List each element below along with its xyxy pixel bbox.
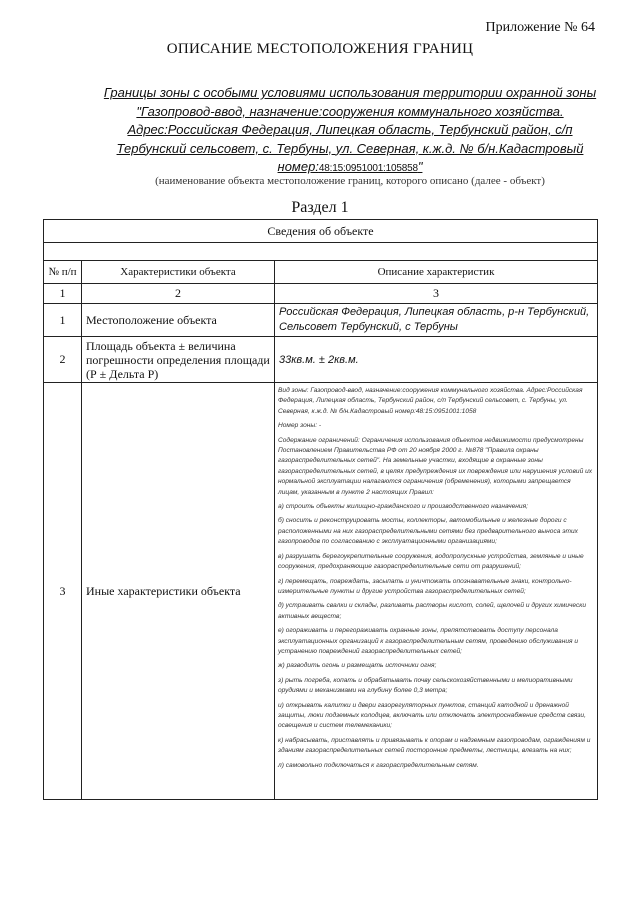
table-spacer-row	[44, 243, 598, 261]
restriction-paragraph: г) перемещать, повреждать, засыпать и уничтожать опознавательные знаки, контрольно-измерительные пункты и другие устройства газораспределительных сетей;	[278, 577, 572, 595]
empty-row	[44, 243, 598, 261]
object-caption: (наименование объекта местоположение границ, которого описано (далее - объект)	[155, 175, 545, 187]
col-number-3: 3	[275, 284, 598, 304]
col-header-characteristic: Характеристики объекта	[82, 261, 275, 284]
table-row	[44, 383, 598, 800]
row-description: Российская Федерация, Липецкая область, р-н Тербунский, Сельсовет Тербунский, с Тербуны	[275, 304, 598, 337]
restriction-paragraph: ж) разводить огонь и размещать источники огня;	[278, 662, 437, 670]
table-title-row	[44, 220, 598, 243]
row-description: 33кв.м. ± 2кв.м.	[275, 337, 598, 383]
row-description	[275, 383, 598, 800]
row-characteristic: Площадь объекта ± величина погрешности определения площади (Р ± Дельта Р)	[82, 337, 275, 383]
restriction-paragraph: Вид зоны: Газопровод-ввод, назначение:сооружения коммунального хозяйства. Адрес:Российская Федерация, Липецкая область, Тербунский район, с/п Тербунский сельсовет, с. Тербуны, ул. Северная, к.ж.д. № б/н.Кадастровый номер:48:15:0951001:1058	[278, 387, 583, 415]
restriction-paragraph: и) открывать калитки и двери газорегуляторных пунктов, станций катодной и дренажной защиты, люки подземных колодцев, включать или отключать электроснабжение средств связи, освещения и систем телемеханики;	[278, 701, 586, 730]
col-header-description: Описание характеристик	[275, 261, 598, 284]
column-header-row	[44, 261, 598, 284]
column-number-row	[44, 284, 598, 304]
restriction-paragraph: Содержание ограничений: Ограничения использования объектов недвижимости предусмотрены Постановлением Правительства РФ от 20 ноября 2000 г. №878 "Правила охраны газораспределительных сетей". На земельные участки, входящие в охранные зоны газораспределительных сетей, в целях предупреждения их повреждения или нарушения условий их нормальной эксплуатации налагаются ограничения (обременения), которыми запрещается лицам, указанным в пункте 2 настоящих Правил:	[278, 436, 593, 496]
restriction-paragraph: д) устраивать свалки и склады, разливать растворы кислот, солей, щелочей и других химически активных веществ;	[278, 602, 587, 620]
restriction-paragraph: Номер зоны: -	[278, 422, 322, 430]
object-table	[43, 219, 598, 800]
col-number-1: 1	[44, 284, 82, 304]
col-number-2: 2	[82, 284, 275, 304]
row-number: 2	[44, 337, 82, 383]
col-header-num: № п/п	[44, 261, 82, 284]
restriction-paragraph: в) разрушать берегоукрепительные сооружения, водопропускные устройства, земляные и иные сооружения, предохраняющие газораспределительные сети от разрушений;	[278, 552, 584, 571]
zone-description	[92, 84, 608, 179]
zone-text: Границы зоны с особыми условиями использования территории охранной зоны "Газопровод-ввод, назначение:сооружения коммунального хозяйства. Адрес:Российская Федерация, Липецкая область, Тербунский район, с/п Тербунский сельсовет, с. Тербуны, ул. Северная, к.ж.д. № б/н.Кадастровый номер:	[103, 85, 597, 174]
restriction-paragraph: з) рыть погреба, копать и обрабатывать почву сельскохозяйственными и мелиоративными орудиями и механизмами на глубину более 0,3 метра;	[278, 676, 573, 695]
table-row	[44, 337, 598, 383]
restriction-paragraph: б) сносить и реконструировать мосты, коллекторы, автомобильные и железные дороги с расположенными на них газораспределительными сетями без предварительного выноса этих газопроводов по согласованию с эксплуатационными организациями;	[278, 517, 578, 546]
appendix-number: Приложение № 64	[485, 20, 595, 35]
restriction-paragraph: к) набрасывать, приставлять и привязывать к опорам и надземным газопроводам, ограждениям и зданиям газораспределительных сетей посторонние предметы, лестницы, влезать на них;	[278, 736, 591, 755]
cadastral-number: 48:15:0951001:105858	[318, 163, 418, 174]
row-number: 3	[44, 383, 82, 800]
object-info-header: Сведения об объекте	[44, 220, 598, 243]
zone-text-tail: "	[417, 159, 423, 174]
restriction-paragraph: е) огораживать и перегораживать охранные зоны, препятствовать доступу персонала эксплуатационных организаций к газораспределительным сетям, проведению обслуживания и устранению повреждений газораспределительных сетей;	[278, 627, 579, 655]
restriction-paragraph: л) самовольно подключаться к газораспределительным сетям.	[278, 761, 479, 769]
page-title: ОПИСАНИЕ МЕСТОПОЛОЖЕНИЯ ГРАНИЦ	[166, 41, 474, 57]
row-characteristic: Иные характеристики объекта	[82, 383, 275, 800]
table-row	[44, 304, 598, 337]
row-number: 1	[44, 304, 82, 337]
section-title: Раздел 1	[291, 199, 349, 216]
row-characteristic: Местоположение объекта	[82, 304, 275, 337]
restriction-paragraph: а) строить объекты жилищно-гражданского и производственного назначения;	[278, 503, 528, 511]
